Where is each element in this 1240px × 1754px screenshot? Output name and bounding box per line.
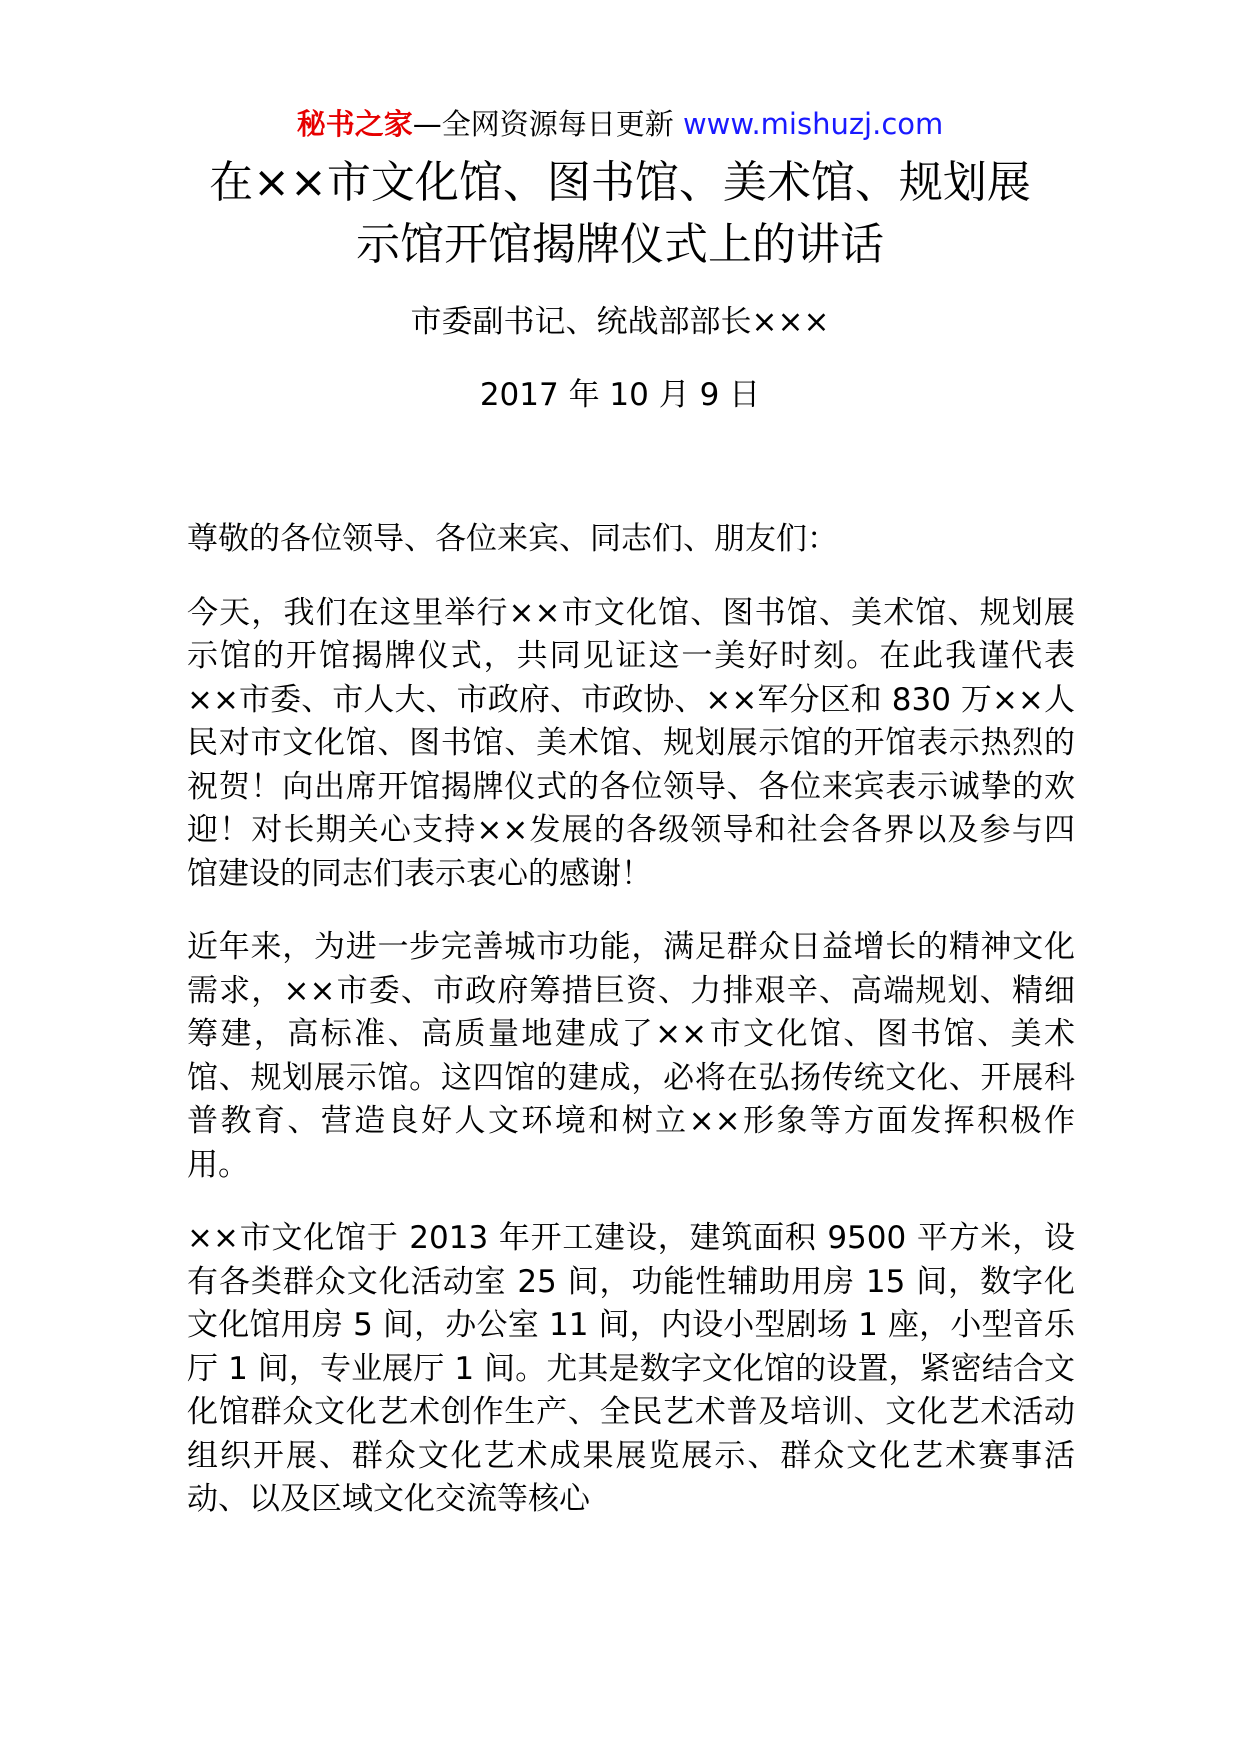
title-line-1: 在××市文化馆、图书馆、美术馆、规划展 <box>209 157 1031 208</box>
brand-name: 秘书之家 <box>296 107 413 141</box>
body-paragraph: 近年来，为进一步完善城市功能，满足群众日益增长的精神文化需求，××市委、市政府筹措巨资、力排艰辛、高端规划、精细筹建，高标准、高质量地建成了××市文化馆、图书馆、美术馆、规划展示馆。这四馆的建成，必将在弘扬传统文化、开展科普教育、营造良好人文环境和树立××形象等方面发挥积极作用。 <box>187 929 1075 1183</box>
date-line: 2017 年 10 月 9 日 <box>479 377 761 413</box>
header-tagline: —全网资源每日更新 <box>412 107 683 141</box>
document-title <box>150 152 1090 276</box>
body-paragraph: 今天，我们在这里举行××市文化馆、图书馆、美术馆、规划展示馆的开馆揭牌仪式，共同见证这一美好时刻。在此我谨代表××市委、市人大、市政府、市政协、××军分区和 830 万××人民对市文化馆、图书馆、美术馆、规划展示馆的开馆表示热烈的祝贺！向出席开馆揭牌仪式的各位领导、各位来宾表示诚挚的欢迎！对长期关心支持××发展的各级领导和社会各界以及参与四馆建设的同志们表示衷心的感谢！ <box>187 594 1075 892</box>
salutation-paragraph: 尊敬的各位领导、各位来宾、同志们、朋友们： <box>187 521 838 557</box>
body-paragraph: ××市文化馆于 2013 年开工建设，建筑面积 9500 平方米，设有各类群众文化活动室 25 间，功能性辅助用房 15 间，数字化文化馆用房 5 间，办公室 11 间，内设小型剧场 1 座，小型音乐厅 1 间，专业展厅 1 间。尤其是数字文化馆的设置，紧密结合文化馆群众文化艺术创作生产、全民艺术普及培训、文化艺术活动组织开展、群众文化艺术成果展览展示、群众文化艺术赛事活动、以及区域文化交流等核心 <box>187 1220 1075 1517</box>
site-url[interactable]: www.mishuzj.com <box>682 107 944 141</box>
site-header <box>0 104 1240 144</box>
author-line: 市委副书记、统战部部长××× <box>410 304 830 340</box>
document-body <box>187 518 1075 1552</box>
title-line-2: 示馆开馆揭牌仪式上的讲话 <box>356 219 884 270</box>
